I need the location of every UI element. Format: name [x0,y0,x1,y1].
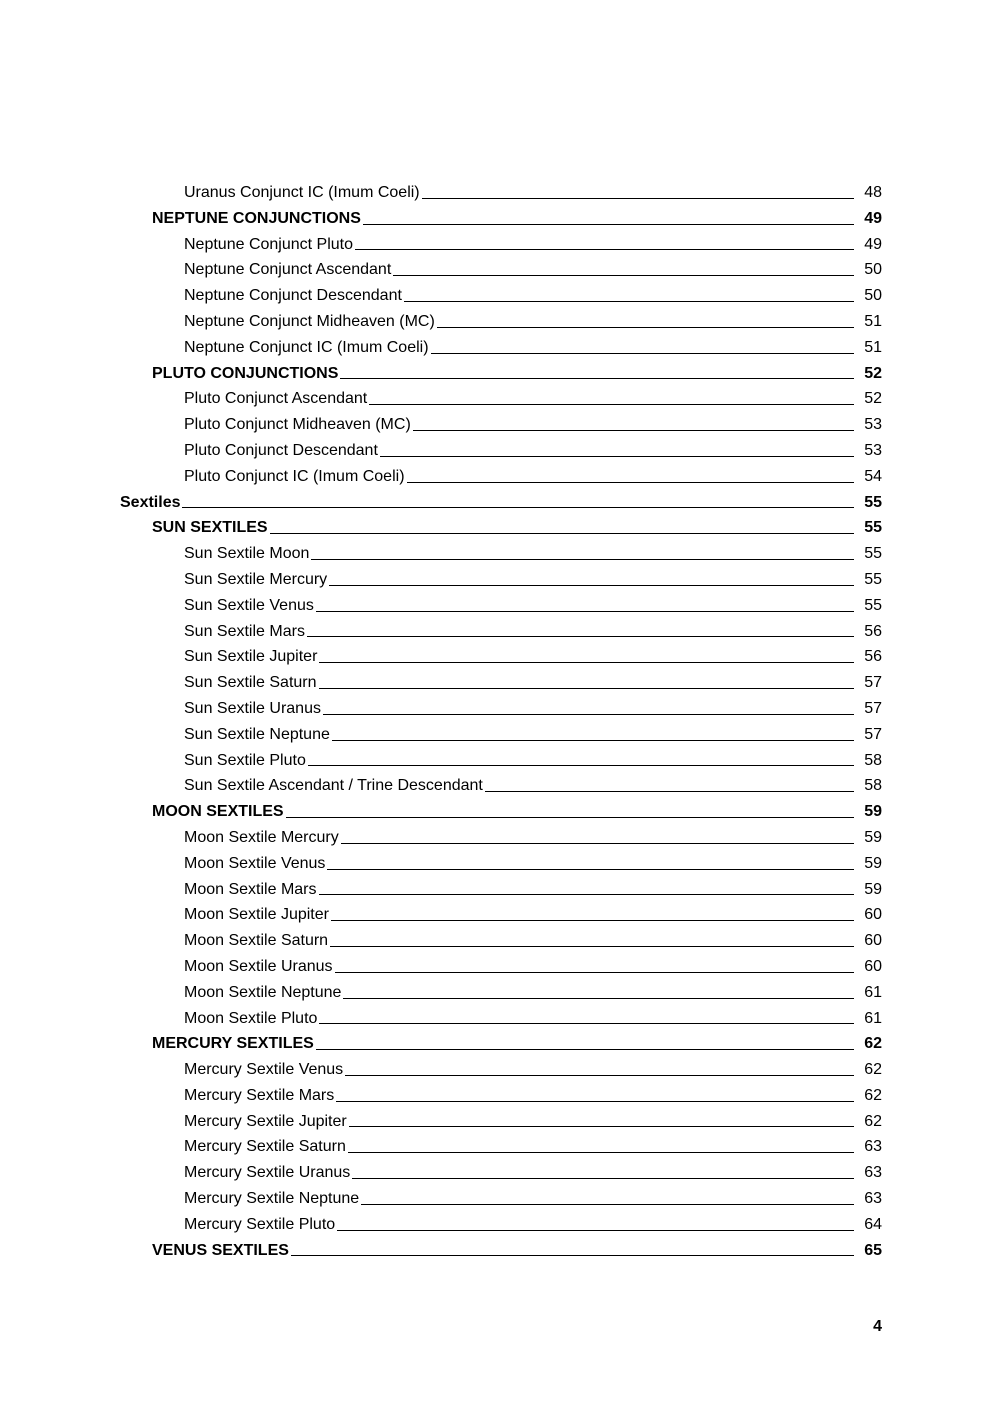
toc-leader-line [286,817,854,818]
toc-entry-text: Neptune Conjunct IC (Imum Coeli) [184,338,429,356]
toc-entry [120,563,882,589]
toc-leader-line [308,765,854,766]
toc-entry-text: Mercury Sextile Saturn [184,1138,346,1156]
toc-leader-line [337,1230,854,1231]
toc-entry-text: Sun Sextile Jupiter [184,648,318,666]
toc-entry-text: Mercury Sextile Uranus [184,1164,351,1182]
toc-entry [120,718,882,744]
toc-leader-line [407,482,854,483]
toc-entry [120,1208,882,1234]
toc-entry-text: Moon Sextile Jupiter [184,906,329,924]
toc-entry-page: 57 [864,699,882,717]
toc-entry [120,1027,882,1053]
toc-entry-page: 55 [864,519,882,537]
toc-entry [120,486,882,512]
toc-entry-page: 56 [864,648,882,666]
toc-entry-page: 50 [864,261,882,279]
toc-entry-text: Uranus Conjunct IC (Imum Coeli) [184,184,420,201]
toc-entry-text: Sun Sextile Mars [184,622,305,640]
toc-leader-line [323,714,854,715]
toc-entry-page: 62 [864,1035,882,1053]
toc-entry [120,253,882,279]
toc-entry-text: Pluto Conjunct Ascendant [184,390,368,408]
toc-leader-line [332,740,854,741]
toc-entry [120,873,882,899]
toc-entry-page: 60 [864,932,882,950]
toc-leader-line [345,1075,854,1076]
toc-entry-page: 58 [864,777,882,795]
toc-entry [120,331,882,357]
toc-entry [120,1079,882,1105]
toc-entry [120,924,882,950]
toc-leader-line [343,998,854,999]
toc-entry-page: 64 [864,1215,882,1233]
toc-entry-page: 48 [864,184,882,201]
toc-entry-page: 61 [864,983,882,1001]
toc-entry [120,795,882,821]
toc-entry [120,305,882,331]
toc-entry-text: SUN SEXTILES [152,519,268,537]
toc-entry-page: 55 [864,570,882,588]
toc-leader-line [380,456,854,457]
toc-leader-line [355,249,854,250]
toc-entry-text: Mercury Sextile Venus [184,1061,344,1079]
toc-entry-page: 57 [864,725,882,743]
toc-entry-page: 62 [864,1086,882,1104]
toc-entry [120,408,882,434]
toc-entry [120,460,882,486]
toc-entry-text: Neptune Conjunct Ascendant [184,261,392,279]
toc-leader-line [348,1152,854,1153]
toc-entry-text: Moon Sextile Neptune [184,983,342,1001]
toc-leader-line [349,1126,854,1127]
toc-leader-line [270,533,854,534]
toc-entry-text: Sun Sextile Neptune [184,725,330,743]
toc-entry-page: 55 [864,545,882,563]
toc-entry-text: Moon Sextile Mercury [184,828,339,846]
toc-entry-text: Neptune Conjunct Pluto [184,235,353,253]
toc-entry-text: Sun Sextile Venus [184,596,314,614]
toc-entry [120,511,882,537]
toc-entry-text: MOON SEXTILES [152,803,284,821]
toc-leader-line [311,559,854,560]
toc-leader-line [335,972,854,973]
toc-entry-text: MERCURY SEXTILES [152,1035,314,1053]
toc-entry-text: Pluto Conjunct IC (Imum Coeli) [184,467,405,485]
toc-entry-text: Sun Sextile Ascendant / Trine Descendant [184,777,483,795]
toc-leader-line [437,327,854,328]
toc-entry-text: Mercury Sextile Pluto [184,1215,336,1233]
toc-entry-page: 51 [864,338,882,356]
toc-entry [120,279,882,305]
toc-entry-page: 63 [864,1190,882,1208]
toc-entry [120,898,882,924]
toc-entry [120,950,882,976]
toc-entry [120,1105,882,1131]
toc-entry [120,537,882,563]
toc-entry [120,744,882,770]
toc-leader-line [352,1178,854,1179]
toc-entry-text: Neptune Conjunct Midheaven (MC) [184,312,435,330]
toc-entry-page: 52 [864,364,882,382]
toc-leader-line [182,507,854,508]
toc-leader-line [331,920,854,921]
toc-leader-line [340,378,854,379]
toc-entry-page: 49 [864,235,882,253]
toc-leader-line [363,224,854,225]
toc-entry-page: 55 [864,596,882,614]
toc-leader-line [413,430,854,431]
toc-entry-page: 50 [864,287,882,305]
toc-leader-line [393,275,854,276]
toc-entry-page: 57 [864,674,882,692]
toc-leader-line [307,636,854,637]
toc-leader-line [291,1255,854,1256]
toc-leader-line [319,688,854,689]
toc-entry-text: NEPTUNE CONJUNCTIONS [152,209,361,227]
toc-entry [120,692,882,718]
toc-entry-page: 51 [864,312,882,330]
toc-entry-page: 63 [864,1164,882,1182]
toc-entry-text: Sun Sextile Moon [184,545,310,563]
toc-entry-page: 60 [864,906,882,924]
toc-entry-text: Moon Sextile Uranus [184,957,333,975]
toc-entry-page: 56 [864,622,882,640]
toc-leader-line [319,894,855,895]
toc-entry-text: Moon Sextile Mars [184,880,317,898]
toc-entry [120,821,882,847]
toc-entry [120,1053,882,1079]
toc-leader-line [319,1023,854,1024]
toc-entry-text: Sun Sextile Pluto [184,751,306,769]
toc-entry-page: 60 [864,957,882,975]
toc-entry [120,434,882,460]
toc-entry-text: Mercury Sextile Mars [184,1086,335,1104]
toc-entry-page: 49 [864,209,882,227]
page-number-footer: 4 [873,1318,882,1335]
toc-entry-page: 53 [864,416,882,434]
toc-entry-text: Moon Sextile Venus [184,854,326,872]
toc-entry [120,640,882,666]
toc-entry-page: 65 [864,1241,882,1259]
toc-entry [120,666,882,692]
toc-entry-page: 53 [864,441,882,459]
toc-entry [120,1182,882,1208]
toc-entry-text: Neptune Conjunct Descendant [184,287,402,305]
toc-leader-line [431,353,854,354]
toc-entry [120,1130,882,1156]
toc-entry [120,847,882,873]
toc-leader-line [316,1049,854,1050]
toc-entry-text: Pluto Conjunct Descendant [184,441,378,459]
toc-leader-line [361,1204,854,1205]
toc-entry-text: Sextiles [120,493,181,511]
toc-entry-page: 58 [864,751,882,769]
toc-entry-text: Moon Sextile Saturn [184,932,329,950]
toc-entry [120,976,882,1002]
toc-leader-line [485,791,854,792]
toc-entry-text: PLUTO CONJUNCTIONS [152,364,339,382]
toc-leader-line [369,404,854,405]
toc-entry-text: Sun Sextile Mercury [184,570,328,588]
toc-entry [120,589,882,615]
toc-entry [120,769,882,795]
toc-entry-page: 54 [864,467,882,485]
toc-leader-line [316,611,854,612]
toc-entry [120,202,882,228]
toc-entry [120,357,882,383]
toc-entry-page: 62 [864,1112,882,1130]
toc-entry [120,1156,882,1182]
toc-entry [120,1002,882,1028]
toc-entry-page: 62 [864,1061,882,1079]
toc-entry-page: 63 [864,1138,882,1156]
toc-leader-line [336,1101,854,1102]
toc [120,176,882,1259]
toc-leader-line [327,869,854,870]
toc-entry [120,1234,882,1260]
toc-leader-line [330,946,854,947]
toc-entry-page: 59 [864,880,882,898]
toc-entry [120,176,882,202]
toc-entry-text: Sun Sextile Saturn [184,674,317,692]
toc-leader-line [319,662,854,663]
toc-leader-line [404,301,854,302]
toc-leader-line [341,843,854,844]
toc-leader-line [329,585,854,586]
toc-entry-text: Sun Sextile Uranus [184,699,321,717]
toc-entry-page: 59 [864,828,882,846]
toc-entry-text: Moon Sextile Pluto [184,1009,318,1027]
toc-entry [120,382,882,408]
toc-entry-text: Mercury Sextile Neptune [184,1190,360,1208]
toc-leader-line [422,198,854,199]
toc-entry-page: 55 [864,493,882,511]
toc-entry-text: VENUS SEXTILES [152,1241,289,1259]
toc-entry-page: 52 [864,390,882,408]
toc-entry-text: Mercury Sextile Jupiter [184,1112,347,1130]
toc-entry-page: 61 [864,1009,882,1027]
toc-entry [120,228,882,254]
toc-entry [120,615,882,641]
toc-entry-text: Pluto Conjunct Midheaven (MC) [184,416,411,434]
toc-entry-page: 59 [864,803,882,821]
toc-entry-page: 59 [864,854,882,872]
